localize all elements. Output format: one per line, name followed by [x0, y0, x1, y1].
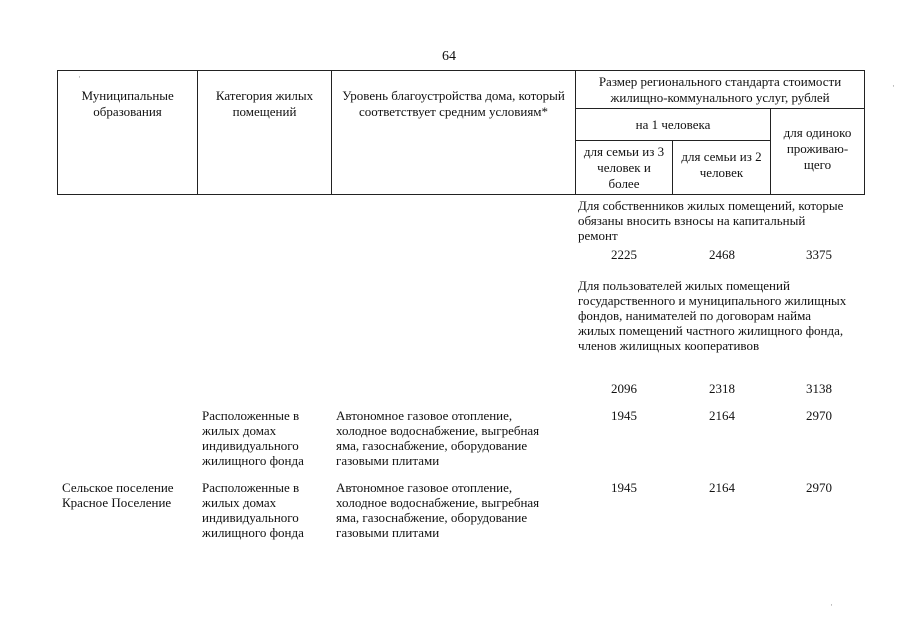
header-table [57, 70, 865, 195]
row-value-family3: 1945 [611, 408, 637, 423]
row-value-family2: 2164 [709, 408, 735, 423]
header-family3: для семьи из 3 человек и более [576, 141, 673, 195]
header-per-person: на 1 человека [576, 109, 771, 141]
section-value-family2: 2468 [709, 247, 735, 262]
row-category: Расположенные в жилых домах индивидуального жилищного фонда [202, 480, 304, 540]
scan-speck: · [78, 72, 81, 82]
header-single: для одиноко проживаю-щего [771, 109, 865, 195]
section-note: Для собственников жилых помещений, которые обязаны вносить взносы на капитальный ремонт [578, 198, 844, 243]
header-level: Уровень благоустройства дома, который соответствует средним условиям* [332, 71, 576, 195]
scan-speck: · [892, 81, 895, 91]
row-value-family2: 2164 [709, 480, 735, 495]
row-value-single: 2970 [806, 408, 832, 423]
row-level: Автономное газовое отопление, холодное водоснабжение, выгребная яма, газоснабжение, оборудование газовыми плитами [336, 480, 540, 540]
row-municipal: Сельское поселение Красное Поселение [62, 480, 174, 510]
header-family2: для семьи из 2 человек [673, 141, 771, 195]
row-value-single: 2970 [806, 480, 832, 495]
section-value-family3: 2096 [611, 381, 637, 396]
section-value-single: 3138 [806, 381, 832, 396]
section-value-single: 3375 [806, 247, 832, 262]
row-category: Расположенные в жилых домах индивидуального жилищного фонда [202, 408, 304, 468]
row-level: Автономное газовое отопление, холодное водоснабжение, выгребная яма, газоснабжение, оборудование газовыми плитами [336, 408, 540, 468]
page-number: 64 [442, 49, 456, 64]
section-value-family2: 2318 [709, 381, 735, 396]
header-municipal: Муниципальные образования [58, 71, 198, 195]
header-standard: Размер регионального стандарта стоимости жилищно-коммунального услуг, рублей [576, 71, 865, 109]
row-value-family3: 1945 [611, 480, 637, 495]
section-value-family3: 2225 [611, 247, 637, 262]
header-category: Категория жилых помещений [198, 71, 332, 195]
section-note: Для пользователей жилых помещений государственного и муниципального жилищных фондов, нанимателей по договорам найма жилых помещений частного жилищного фонда, членов жилищных кооперативов [578, 278, 847, 353]
scan-speck: · [830, 600, 833, 610]
